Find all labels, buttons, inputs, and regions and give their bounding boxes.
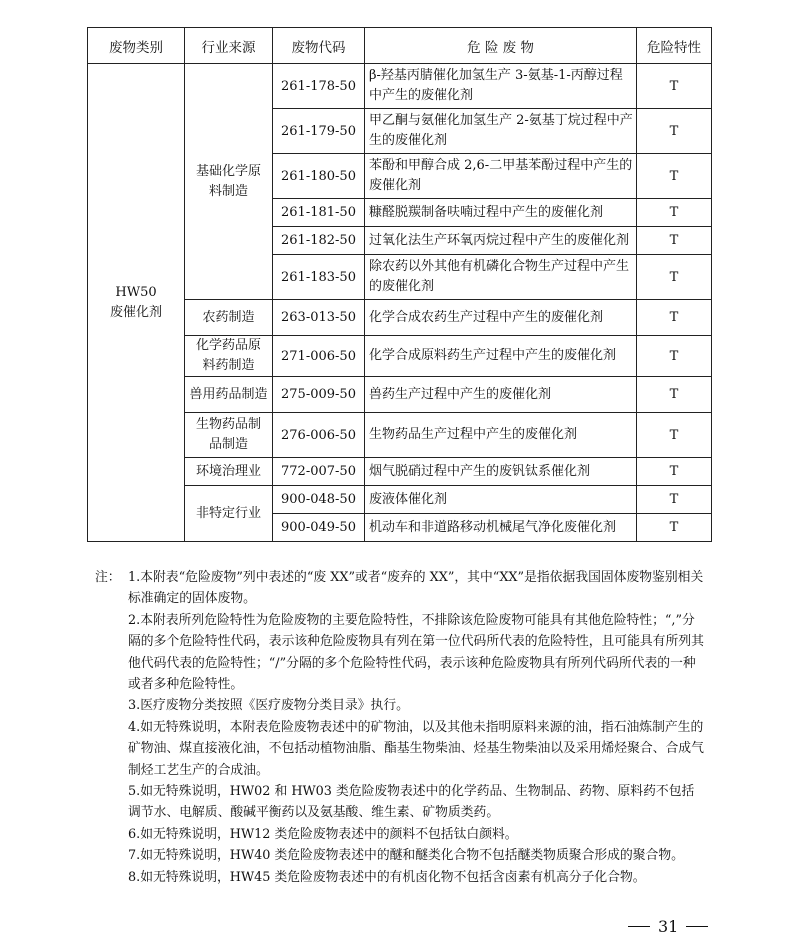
waste-code-cell: 261-178-50 [273,64,365,109]
waste-code-cell: 271-006-50 [273,336,365,377]
industry-source-cell: 环境治理业 [185,458,273,486]
waste-description-cell: 糠醛脱羰制备呋喃过程中产生的废催化剂 [365,199,637,227]
waste-description-cell: 化学合成原料药生产过程中产生的废催化剂 [365,336,637,377]
industry-source-cell: 化学药品原 料药制造 [185,336,273,377]
waste-code-cell: 772-007-50 [273,458,365,486]
waste-description-cell: 兽药生产过程中产生的废催化剂 [365,377,637,413]
waste-code-cell: 900-049-50 [273,514,365,542]
note-item: 3.医疗废物分类按照《医疗废物分类目录》执行。 [128,698,409,714]
hazard-characteristic-cell: T [637,109,712,154]
waste-category-cell: HW50 废催化剂 [88,64,185,542]
table-row [88,64,712,109]
note-item: 2.本附表所列危险特性为危险废物的主要危险特性，不排除该危险废物可能具有其他危险特性；“,”分隔的多个危险特性代码，表示该种危险废物具有列在第一位代码所代表的危险特性，且可能具有所列其他代码代表的危险特性；“/”分隔的多个危险特性代码，表示该种危险废物具有所列代码所代表的一种或者多种危险特性。 [128,612,704,693]
table-header-row [88,28,712,64]
hazard-characteristic-cell: T [637,199,712,227]
note-item: 6.如无特殊说明，HW12 类危险废物表述中的颜料不包括钛白颜料。 [128,826,518,842]
note-item: 7.如无特殊说明，HW40 类危险废物表述中的醚和醚类化合物不包括醚类物质聚合形成的聚合物。 [128,848,684,864]
waste-code-cell: 261-182-50 [273,227,365,255]
table-body [88,64,712,542]
hazard-characteristic-cell: T [637,255,712,300]
header-waste-code: 废物代码 [273,28,365,64]
industry-source-cell: 兽用药品制造 [185,377,273,413]
waste-code-cell: 261-183-50 [273,255,365,300]
waste-description-cell: 废液体催化剂 [365,486,637,514]
notes-section [95,567,705,888]
waste-code-cell: 263-013-50 [273,300,365,336]
hazard-characteristic-cell: T [637,486,712,514]
page-number: 31 [658,917,679,936]
waste-description-cell: 生物药品生产过程中产生的废催化剂 [365,413,637,458]
hazard-characteristic-cell: T [637,64,712,109]
header-waste-category: 废物类别 [88,28,185,64]
hazard-characteristic-cell: T [637,336,712,377]
note-item: 5.如无特殊说明，HW02 和 HW03 类危险废物表述中的化学药品、生物制品、药物、原料药不包括调节水、电解质、酸碱平衡药以及氨基酸、维生素、矿物质类药。 [128,784,695,821]
industry-source-cell: 生物药品制 品制造 [185,413,273,458]
header-hazardous-waste: 危 险 废 物 [365,28,637,64]
hazard-characteristic-cell: T [637,227,712,255]
waste-description-cell: β-羟基丙腈催化加氢生产 3-氨基-1-丙醇过程中产生的废催化剂 [365,64,637,109]
note-item [95,567,705,610]
industry-source-cell: 非特定行业 [185,486,273,542]
waste-description-cell: 机动车和非道路移动机械尾气净化废催化剂 [365,514,637,542]
waste-code-cell: 261-180-50 [273,154,365,199]
hazardous-waste-table [87,27,712,542]
waste-description-cell: 化学合成农药生产过程中产生的废催化剂 [365,300,637,336]
waste-description-cell: 甲乙酮与氨催化加氢生产 2-氨基丁烷过程中产生的废催化剂 [365,109,637,154]
footer-dash-left [628,926,650,928]
waste-description-cell: 除农药以外其他有机磷化合物生产过程中产生的废催化剂 [365,255,637,300]
industry-source-cell: 农药制造 [185,300,273,336]
footer-dash-right [686,926,708,928]
note-item: 8.如无特殊说明，HW45 类危险废物表述中的有机卤化物不包括含卤素有机高分子化合物。 [128,869,646,885]
hazard-characteristic-cell: T [637,514,712,542]
note-text: 1.本附表“危险废物”列中表述的“废 XX”或者“废弃的 XX”，其中“XX”是指依据我国固体废物鉴别相关标准确定的固体废物。 [128,570,704,607]
hazard-characteristic-cell: T [637,300,712,336]
notes-label: 注： [95,570,121,585]
header-hazard-characteristic: 危险特性 [637,28,712,64]
hazard-characteristic-cell: T [637,458,712,486]
hazard-characteristic-cell: T [637,377,712,413]
waste-description-cell: 苯酚和甲醇合成 2,6-二甲基苯酚过程中产生的废催化剂 [365,154,637,199]
note-item: 4.如无特殊说明，本附表危险废物表述中的矿物油，以及其他未指明原料来源的油，指石油炼制产生的矿物油、煤直接液化油，不包括动植物油脂、酯基生物柴油、烃基生物柴油以及采用烯烃聚合、合成气制烃工艺生产的合成油。 [128,719,704,778]
hazard-characteristic-cell: T [637,154,712,199]
header-industry-source: 行业来源 [185,28,273,64]
waste-code-cell: 900-048-50 [273,486,365,514]
waste-description-cell: 烟气脱硝过程中产生的废钒钛系催化剂 [365,458,637,486]
waste-code-cell: 276-006-50 [273,413,365,458]
page-footer [620,917,716,936]
waste-code-cell: 261-181-50 [273,199,365,227]
waste-description-cell: 过氧化法生产环氧丙烷过程中产生的废催化剂 [365,227,637,255]
waste-code-cell: 275-009-50 [273,377,365,413]
waste-code-cell: 261-179-50 [273,109,365,154]
hazard-characteristic-cell: T [637,413,712,458]
industry-source-cell: 基础化学原 料制造 [185,64,273,300]
